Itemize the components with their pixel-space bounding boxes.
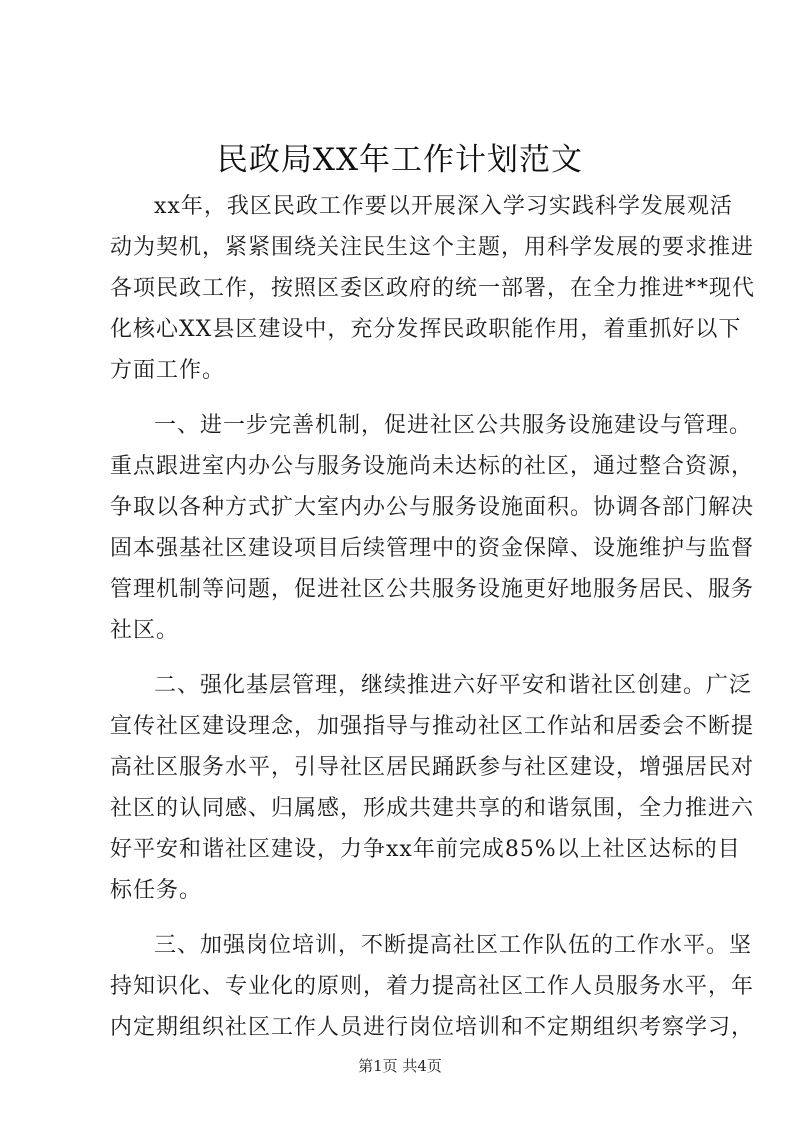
paragraph-line: 固本强基社区建设项目后续管理中的资金保障、设施维护与监督: [110, 536, 755, 561]
paragraph-section-three: [110, 925, 755, 1048]
paragraph-line: 社区。: [110, 618, 180, 643]
paragraph-line: 持知识化、专业化的原则，着力提高社区工作人员服务水平，年: [110, 974, 755, 999]
paragraph-line: 三、加强岗位培训，不断提高社区工作队伍的工作水平。坚: [154, 933, 753, 958]
paragraph-line: 重点跟进室内办公与服务设施尚未达标的社区，通过整合资源，: [110, 454, 755, 479]
paragraph-line: 宣传社区建设理念，加强指导与推动社区工作站和居委会不断提: [110, 714, 755, 739]
paragraph-intro: [110, 186, 756, 391]
page-footer: 第1页 共4页: [358, 1057, 442, 1075]
paragraph-line: 争取以各种方式扩大室内办公与服务设施面积。协调各部门解决: [110, 495, 755, 520]
document-title: 民政局XX年工作计划范文: [216, 142, 584, 178]
paragraph-line: 好平安和谐社区建设，力争xx年前完成85%以上社区达标的目: [110, 837, 741, 862]
paragraph-line: 一、进一步完善机制，促进社区公共服务设施建设与管理。: [154, 413, 753, 438]
paragraph-line: 内定期组织社区工作人员进行岗位培训和不定期组织考察学习，: [110, 1015, 755, 1040]
paragraph-line: 各项民政工作，按照区委区政府的统一部署，在全力推进**现代: [110, 276, 756, 301]
paragraph-line: 标任务。: [110, 878, 203, 903]
paragraph-line: 社区的认同感、归属感，形成共建共享的和谐氛围，全力推进六: [110, 796, 755, 821]
document-body: [110, 186, 756, 1048]
paragraph-line: 化核心XX县区建设中，充分发挥民政职能作用，着重抓好以下: [110, 317, 742, 342]
paragraph-line: 二、强化基层管理，继续推进六好平安和谐社区创建。广泛: [154, 673, 753, 698]
paragraph-line: 管理机制等问题，促进社区公共服务设施更好地服务居民、服务: [110, 577, 755, 602]
paragraph-line: 动为契机，紧紧围绕关注民生这个主题，用科学发展的要求推进: [110, 235, 755, 260]
paragraph-section-two: [110, 665, 755, 911]
paragraph-line: xx年，我区民政工作要以开展深入学习实践科学发展观活: [154, 194, 733, 219]
paragraph-section-one: [110, 405, 755, 651]
paragraph-line: 方面工作。: [110, 358, 226, 383]
paragraph-line: 高社区服务水平，引导社区居民踊跃参与社区建设，增强居民对: [110, 755, 755, 780]
